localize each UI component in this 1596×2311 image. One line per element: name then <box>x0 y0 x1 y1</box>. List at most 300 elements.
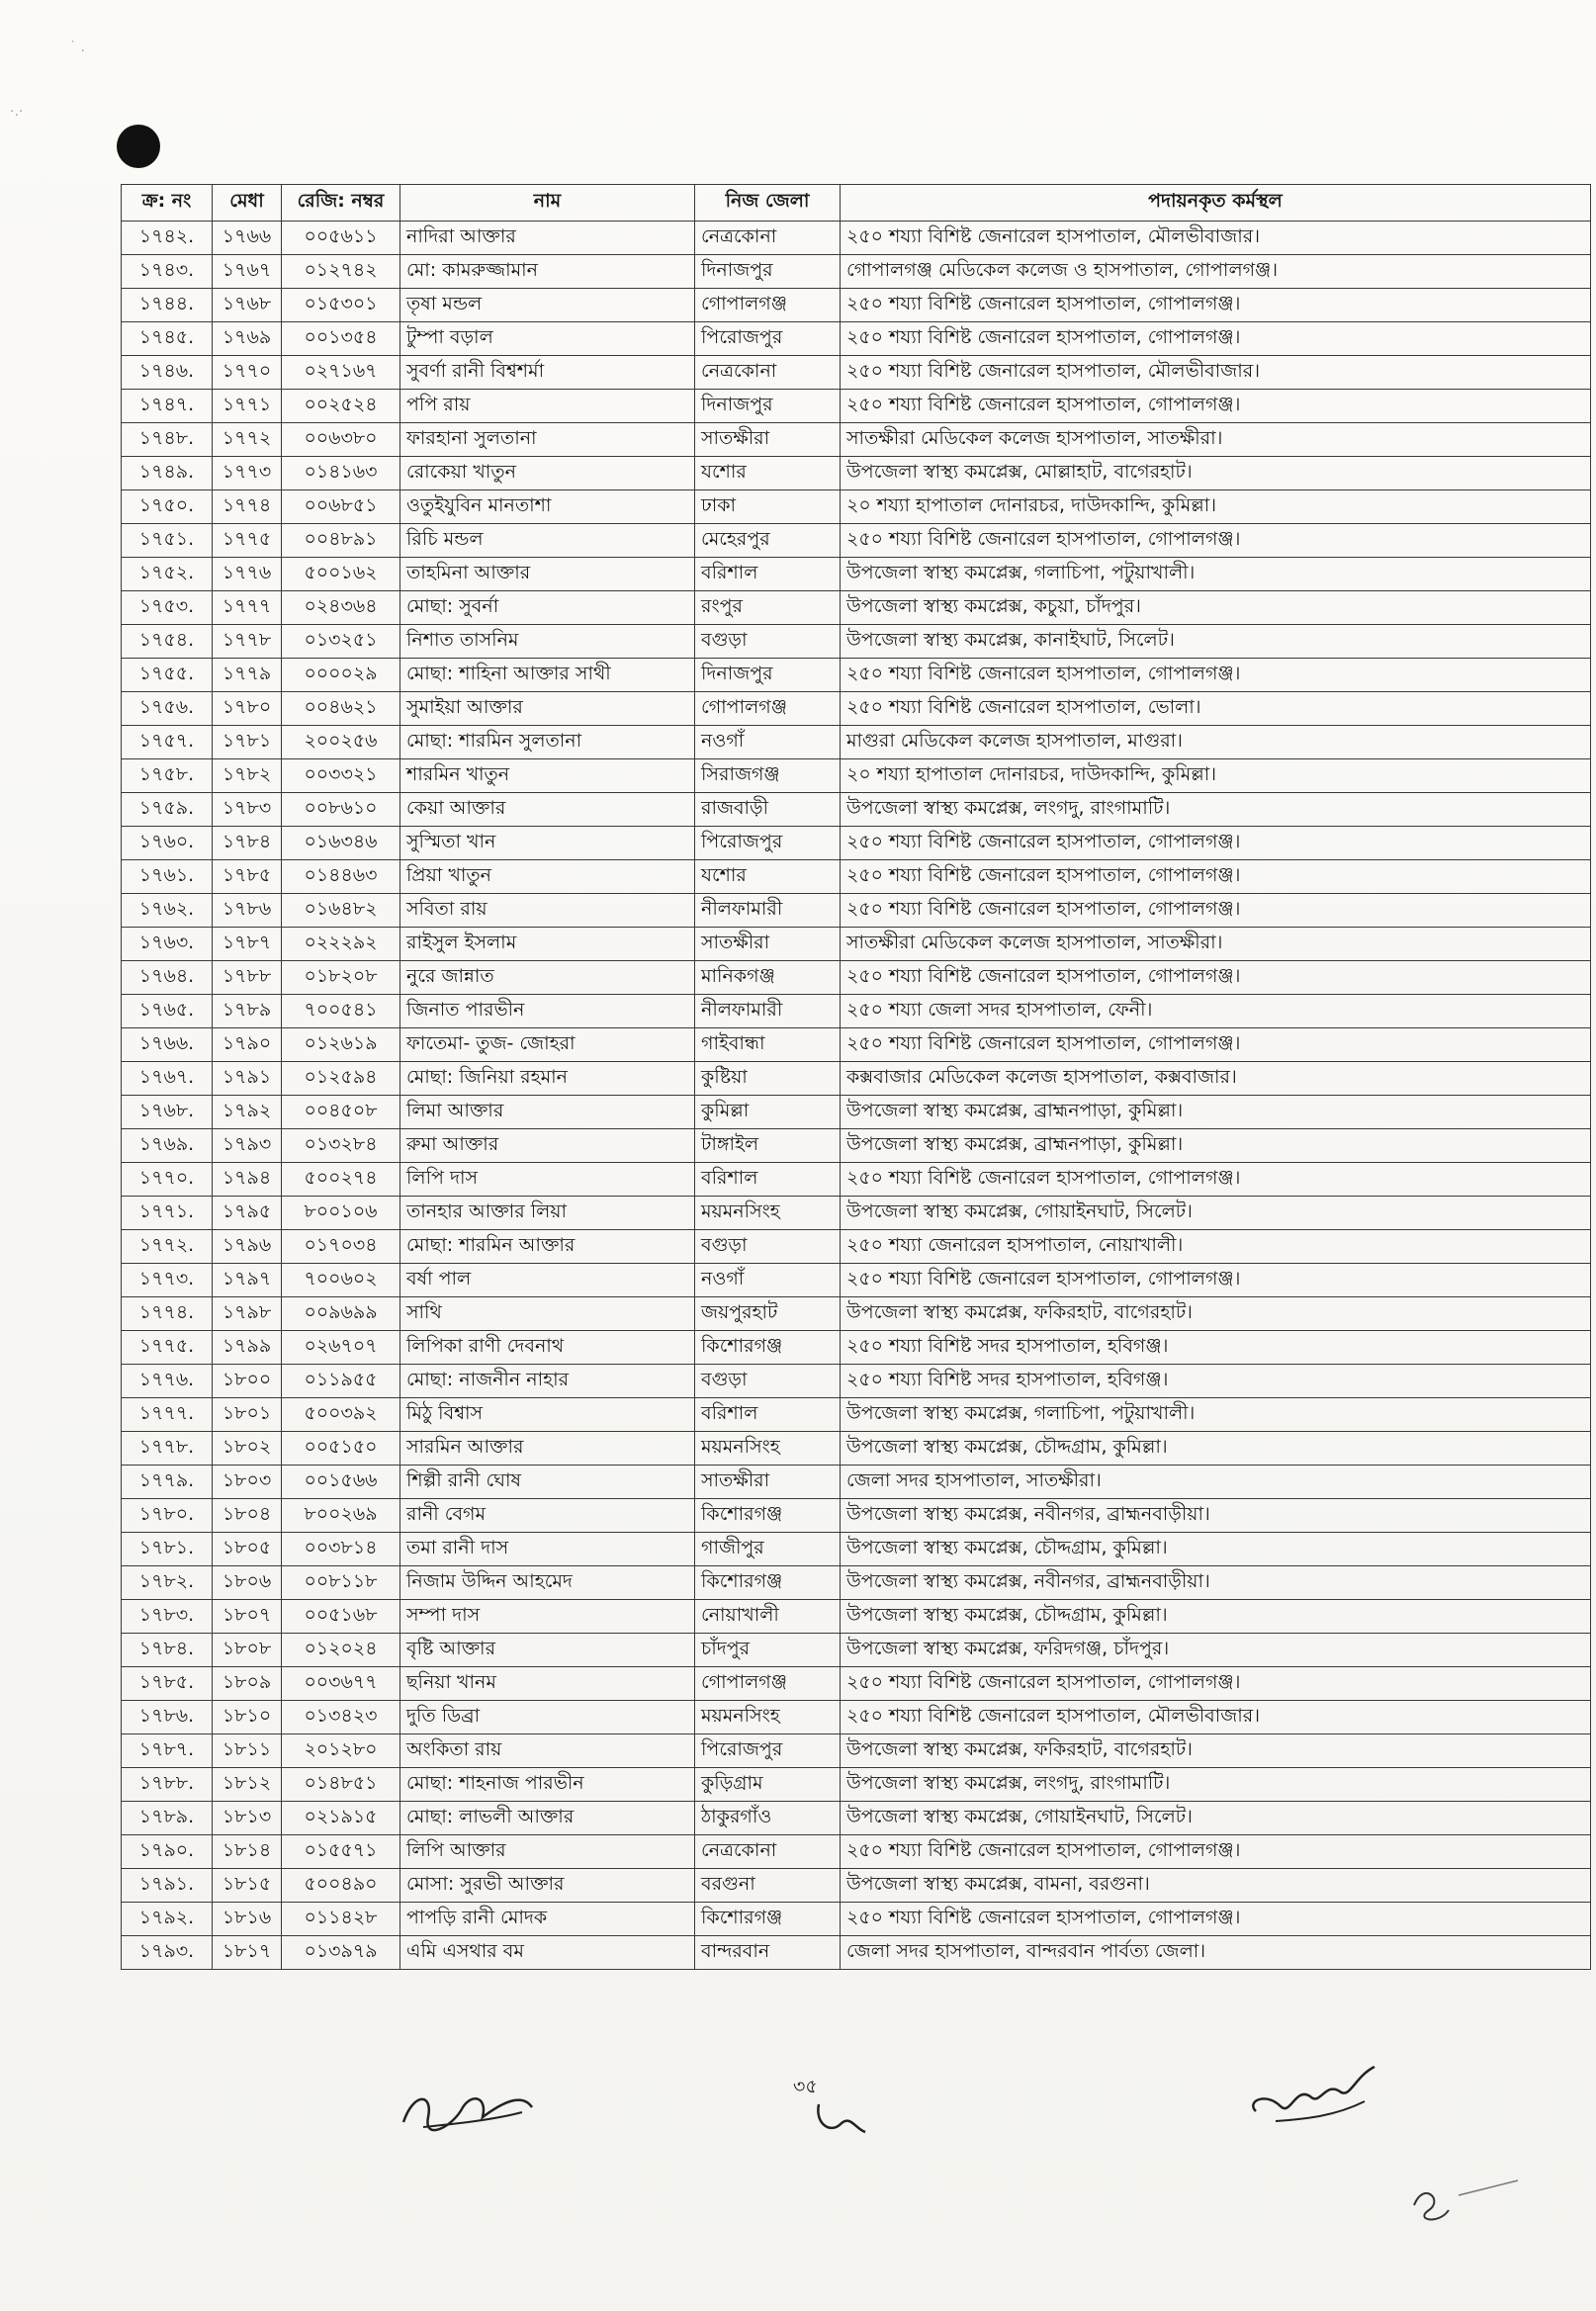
signature-left <box>394 2083 542 2142</box>
table-row <box>122 793 1591 827</box>
posting-cell: ২৫০ শয্যা বিশিষ্ট জেনারেল হাসপাতাল, গোপালগঞ্জ। <box>841 860 1591 894</box>
name-cell: দুতি ডিব্রা <box>400 1701 695 1734</box>
table-row <box>122 255 1591 289</box>
name-cell: শিল্পী রানী ঘোষ <box>400 1466 695 1499</box>
merit-cell: ১৭৮০ <box>213 692 282 726</box>
registration-cell: ৫০০১৬২ <box>282 558 400 591</box>
name-cell: সম্পা দাস <box>400 1600 695 1634</box>
registration-cell: ০১১৯৫৫ <box>282 1365 400 1398</box>
district-cell: বান্দরবান <box>695 1936 841 1970</box>
table-row <box>122 1802 1591 1835</box>
serial-cell: ১৭৪৩. <box>122 255 213 289</box>
serial-cell: ১৭৮০. <box>122 1499 213 1533</box>
name-cell: সুমাইয়া আক্তার <box>400 692 695 726</box>
district-cell: ঠাকুরগাঁও <box>695 1802 841 1835</box>
serial-cell: ১৭৭০. <box>122 1163 213 1197</box>
serial-cell: ১৭৫৩. <box>122 591 213 625</box>
merit-cell: ১৭৯৮ <box>213 1297 282 1331</box>
posting-cell: ২৫০ শয্যা বিশিষ্ট জেনারেল হাসপাতাল, গোপালগঞ্জ। <box>841 827 1591 860</box>
posting-cell: ২৫০ শয্যা বিশিষ্ট জেনারেল হাসপাতাল, গোপালগঞ্জ। <box>841 1835 1591 1869</box>
name-cell: অংকিতা রায় <box>400 1734 695 1768</box>
table-row <box>122 1062 1591 1096</box>
merit-cell: ১৮১৬ <box>213 1903 282 1936</box>
table-row <box>122 1734 1591 1768</box>
posting-cell: উপজেলা স্বাস্থ্য কমপ্লেক্স, ব্রাহ্মনপাড়া, কুমিল্লা। <box>841 1129 1591 1163</box>
table-row <box>122 1230 1591 1264</box>
name-cell: লিপি আক্তার <box>400 1835 695 1869</box>
merit-cell: ১৮০৯ <box>213 1667 282 1701</box>
merit-cell: ১৭৭৫ <box>213 524 282 558</box>
district-cell: জয়পুরহাট <box>695 1297 841 1331</box>
serial-cell: ১৭৪৭. <box>122 390 213 423</box>
district-cell: গোপালগঞ্জ <box>695 289 841 322</box>
registration-cell: ০০৬৩৮০ <box>282 423 400 457</box>
posting-cell: ২৫০ শয্যা বিশিষ্ট সদর হাসপাতাল, হবিগঞ্জ। <box>841 1365 1591 1398</box>
registration-cell: ০১২৭৪২ <box>282 255 400 289</box>
serial-cell: ১৭৭৩. <box>122 1264 213 1297</box>
merit-cell: ১৭৭৩ <box>213 457 282 490</box>
district-cell: দিনাজপুর <box>695 255 841 289</box>
name-cell: রাইসুল ইসলাম <box>400 928 695 961</box>
name-cell: মোছা: শাহনাজ পারভীন <box>400 1768 695 1802</box>
serial-cell: ১৭৬১. <box>122 860 213 894</box>
merit-cell: ১৭৭৪ <box>213 490 282 524</box>
header-registration: রেজি: নম্বর <box>282 185 400 222</box>
name-cell: রুমা আক্তার <box>400 1129 695 1163</box>
posting-cell: উপজেলা স্বাস্থ্য কমপ্লেক্স, ব্রাহ্মনপাড়া, কুমিল্লা। <box>841 1096 1591 1129</box>
posting-cell: ২৫০ শয্যা বিশিষ্ট জেনারেল হাসপাতাল, গোপালগঞ্জ। <box>841 894 1591 928</box>
merit-cell: ১৭৭৬ <box>213 558 282 591</box>
district-cell: বগুড়া <box>695 1230 841 1264</box>
district-cell: টাঙ্গাইল <box>695 1129 841 1163</box>
serial-cell: ১৭৫৭. <box>122 726 213 759</box>
registration-cell: ৭০০৬০২ <box>282 1264 400 1297</box>
name-cell: তৃষা মন্ডল <box>400 289 695 322</box>
table-row <box>122 524 1591 558</box>
name-cell: শারমিন খাতুন <box>400 759 695 793</box>
merit-cell: ১৮১১ <box>213 1734 282 1768</box>
name-cell: জিনাত পারভীন <box>400 995 695 1028</box>
table-row <box>122 222 1591 255</box>
registration-cell: ২০১২৮০ <box>282 1734 400 1768</box>
handwritten-mark <box>1404 2171 1523 2225</box>
posting-table <box>121 184 1591 1970</box>
table-row <box>122 1499 1591 1533</box>
district-cell: মেহেরপুর <box>695 524 841 558</box>
merit-cell: ১৭৯৯ <box>213 1331 282 1365</box>
table-row <box>122 1768 1591 1802</box>
table-row <box>122 1566 1591 1600</box>
registration-cell: ০০৩৬৭৭ <box>282 1667 400 1701</box>
serial-cell: ১৭৫১. <box>122 524 213 558</box>
district-cell: নেত্রকোনা <box>695 356 841 390</box>
merit-cell: ১৮০৫ <box>213 1533 282 1566</box>
registration-cell: ০০৩৮১৪ <box>282 1533 400 1566</box>
posting-cell: ২৫০ শয্যা বিশিষ্ট জেনারেল হাসপাতাল, মৌলভীবাজার। <box>841 1701 1591 1734</box>
posting-cell: ২৫০ শয্যা বিশিষ্ট জেনারেল হাসপাতাল, গোপালগঞ্জ। <box>841 659 1591 692</box>
name-cell: সাথি <box>400 1297 695 1331</box>
name-cell: নিজাম উদ্দিন আহমেদ <box>400 1566 695 1600</box>
table-row <box>122 759 1591 793</box>
registration-cell: ০১৪১৬৩ <box>282 457 400 490</box>
district-cell: বরগুনা <box>695 1869 841 1903</box>
district-cell: যশোর <box>695 860 841 894</box>
serial-cell: ১৭৬০. <box>122 827 213 860</box>
registration-cell: ০০৪৬২১ <box>282 692 400 726</box>
table-row <box>122 1667 1591 1701</box>
registration-cell: ৫০০৩৯২ <box>282 1398 400 1432</box>
serial-cell: ১৭৬৪. <box>122 961 213 995</box>
district-cell: দিনাজপুর <box>695 390 841 423</box>
name-cell: এমি এসথার বম <box>400 1936 695 1970</box>
name-cell: প্রিয়া খাতুন <box>400 860 695 894</box>
merit-cell: ১৮১০ <box>213 1701 282 1734</box>
table-row <box>122 1264 1591 1297</box>
name-cell: লিপি দাস <box>400 1163 695 1197</box>
posting-cell: উপজেলা স্বাস্থ্য কমপ্লেক্স, মোল্লাহাট, বাগেরহাট। <box>841 457 1591 490</box>
posting-cell: ২৫০ শয্যা বিশিষ্ট জেনারেল হাসপাতাল, ভোলা। <box>841 692 1591 726</box>
posting-cell: ২৫০ শয্যা বিশিষ্ট জেনারেল হাসপাতাল, গোপালগঞ্জ। <box>841 1264 1591 1297</box>
posting-cell: ২৫০ শয্যা বিশিষ্ট জেনারেল হাসপাতাল, গোপালগঞ্জ। <box>841 322 1591 356</box>
serial-cell: ১৭৭১. <box>122 1197 213 1230</box>
registration-cell: ০২১৯১৫ <box>282 1802 400 1835</box>
posting-cell: ২৫০ শয্যা জেনারেল হাসপাতাল, নোয়াখালী। <box>841 1230 1591 1264</box>
posting-cell: উপজেলা স্বাস্থ্য কমপ্লেক্স, গলাচিপা, পটুয়াখালী। <box>841 1398 1591 1432</box>
registration-cell: ০১৫৫৭১ <box>282 1835 400 1869</box>
serial-cell: ১৭৯০. <box>122 1835 213 1869</box>
merit-cell: ১৭৬৭ <box>213 255 282 289</box>
scan-speck: ˙ . <box>69 40 85 55</box>
name-cell: সারমিন আক্তার <box>400 1432 695 1466</box>
merit-cell: ১৮১৩ <box>213 1802 282 1835</box>
registration-cell: ০১৩২৮৪ <box>282 1129 400 1163</box>
district-cell: কিশোরগঞ্জ <box>695 1566 841 1600</box>
table-row <box>122 692 1591 726</box>
merit-cell: ১৭৮৫ <box>213 860 282 894</box>
serial-cell: ১৭৭৬. <box>122 1365 213 1398</box>
merit-cell: ১৭৮১ <box>213 726 282 759</box>
merit-cell: ১৮০১ <box>213 1398 282 1432</box>
header-name: নাম <box>400 185 695 222</box>
posting-cell: উপজেলা স্বাস্থ্য কমপ্লেক্স, চৌদ্দগ্রাম, কুমিল্লা। <box>841 1432 1591 1466</box>
name-cell: বৃষ্টি আক্তার <box>400 1634 695 1667</box>
merit-cell: ১৭৭২ <box>213 423 282 457</box>
header-posting-place: পদায়নকৃত কর্মস্থল <box>841 185 1591 222</box>
posting-cell: মাগুরা মেডিকেল কলেজ হাসপাতাল, মাগুরা। <box>841 726 1591 759</box>
serial-cell: ১৭৮৯. <box>122 1802 213 1835</box>
serial-cell: ১৭৫২. <box>122 558 213 591</box>
header-home-district: নিজ জেলা <box>695 185 841 222</box>
registration-cell: ০০৪৮৯১ <box>282 524 400 558</box>
district-cell: কুড়িগ্রাম <box>695 1768 841 1802</box>
posting-cell: ২৫০ শয্যা বিশিষ্ট জেনারেল হাসপাতাল, গোপালগঞ্জ। <box>841 1903 1591 1936</box>
name-cell: কেয়া আক্তার <box>400 793 695 827</box>
table-row <box>122 1432 1591 1466</box>
district-cell: কিশোরগঞ্জ <box>695 1499 841 1533</box>
posting-cell: ২৫০ শয্যা জেলা সদর হাসপাতাল, ফেনী। <box>841 995 1591 1028</box>
merit-cell: ১৭৮৪ <box>213 827 282 860</box>
table-row <box>122 356 1591 390</box>
table-row <box>122 1197 1591 1230</box>
name-cell: মিঠু বিশ্বাস <box>400 1398 695 1432</box>
district-cell: কিশোরগঞ্জ <box>695 1903 841 1936</box>
merit-cell: ১৮১২ <box>213 1768 282 1802</box>
posting-cell: ২৫০ শয্যা বিশিষ্ট জেনারেল হাসপাতাল, গোপালগঞ্জ। <box>841 1028 1591 1062</box>
name-cell: তমা রানী দাস <box>400 1533 695 1566</box>
district-cell: ময়মনসিংহ <box>695 1197 841 1230</box>
merit-cell: ১৭৭৭ <box>213 591 282 625</box>
table-row <box>122 289 1591 322</box>
serial-cell: ১৭৬৭. <box>122 1062 213 1096</box>
registration-cell: ৭০০৫৪১ <box>282 995 400 1028</box>
registration-cell: ৫০০৪৯০ <box>282 1869 400 1903</box>
serial-cell: ১৭৭৯. <box>122 1466 213 1499</box>
posting-cell: জেলা সদর হাসপাতাল, বান্দরবান পার্বত্য জেলা। <box>841 1936 1591 1970</box>
serial-cell: ১৭৪৫. <box>122 322 213 356</box>
posting-cell: ২০ শয্যা হাপাতাল দোনারচর, দাউদকান্দি, কুমিল্লা। <box>841 490 1591 524</box>
table-row <box>122 322 1591 356</box>
name-cell: লিমা আক্তার <box>400 1096 695 1129</box>
table-row <box>122 1297 1591 1331</box>
posting-cell: উপজেলা স্বাস্থ্য কমপ্লেক্স, লংগদু, রাংগামাটি। <box>841 1768 1591 1802</box>
table-row <box>122 1533 1591 1566</box>
name-cell: বর্ষা পাল <box>400 1264 695 1297</box>
name-cell: মোসা: সুরভী আক্তার <box>400 1869 695 1903</box>
merit-cell: ১৭৯২ <box>213 1096 282 1129</box>
table-row <box>122 1701 1591 1734</box>
district-cell: গোপালগঞ্জ <box>695 1667 841 1701</box>
name-cell: মোছা: সুবর্না <box>400 591 695 625</box>
table-row <box>122 1398 1591 1432</box>
serial-cell: ১৭৮১. <box>122 1533 213 1566</box>
registration-cell: ০০৫৬১১ <box>282 222 400 255</box>
serial-cell: ১৭৭৪. <box>122 1297 213 1331</box>
serial-cell: ১৭৮৩. <box>122 1600 213 1634</box>
registration-cell: ০০৫১৬৮ <box>282 1600 400 1634</box>
table-row <box>122 1028 1591 1062</box>
posting-cell: কক্সবাজার মেডিকেল কলেজ হাসপাতাল, কক্সবাজার। <box>841 1062 1591 1096</box>
table-row <box>122 1096 1591 1129</box>
district-cell: ঢাকা <box>695 490 841 524</box>
name-cell: টুম্পা বড়াল <box>400 322 695 356</box>
district-cell: পিরোজপুর <box>695 322 841 356</box>
registration-cell: ০২২২৯২ <box>282 928 400 961</box>
posting-cell: উপজেলা স্বাস্থ্য কমপ্লেক্স, ফকিরহাট, বাগেরহাট। <box>841 1734 1591 1768</box>
registration-cell: ০১৩২৫১ <box>282 625 400 659</box>
table-row <box>122 1600 1591 1634</box>
district-cell: সাতক্ষীরা <box>695 1466 841 1499</box>
district-cell: নেত্রকোনা <box>695 222 841 255</box>
name-cell: সবিতা রায় <box>400 894 695 928</box>
table-row <box>122 659 1591 692</box>
posting-cell: ২৫০ শয্যা বিশিষ্ট জেনারেল হাসপাতাল, গোপালগঞ্জ। <box>841 390 1591 423</box>
table-row <box>122 1869 1591 1903</box>
registration-cell: ০০১৫৬৬ <box>282 1466 400 1499</box>
district-cell: কিশোরগঞ্জ <box>695 1331 841 1365</box>
table-row <box>122 558 1591 591</box>
registration-cell: ০০৬৮৫১ <box>282 490 400 524</box>
district-cell: নেত্রকোনা <box>695 1835 841 1869</box>
merit-cell: ১৭৮৯ <box>213 995 282 1028</box>
serial-cell: ১৭৬৩. <box>122 928 213 961</box>
merit-cell: ১৭৯৩ <box>213 1129 282 1163</box>
serial-cell: ১৭৮৫. <box>122 1667 213 1701</box>
merit-cell: ১৮১৪ <box>213 1835 282 1869</box>
name-cell: মোছা: জিনিয়া রহমান <box>400 1062 695 1096</box>
posting-cell: উপজেলা স্বাস্থ্য কমপ্লেক্স, লংগদু, রাংগামাটি। <box>841 793 1591 827</box>
posting-cell: গোপালগঞ্জ মেডিকেল কলেজ ও হাসপাতাল, গোপালগঞ্জ। <box>841 255 1591 289</box>
serial-cell: ১৭৪৮. <box>122 423 213 457</box>
registration-cell: ০০৮১১৮ <box>282 1566 400 1600</box>
registration-cell: ০১৬৪৮২ <box>282 894 400 928</box>
district-cell: মানিকগঞ্জ <box>695 961 841 995</box>
posting-cell: উপজেলা স্বাস্থ্য কমপ্লেক্স, নবীনগর, ব্রাহ্মনবাড়ীয়া। <box>841 1566 1591 1600</box>
table-row <box>122 894 1591 928</box>
serial-cell: ১৭৪৪. <box>122 289 213 322</box>
name-cell: মোছা: নাজনীন নাহার <box>400 1365 695 1398</box>
serial-cell: ১৭৬৯. <box>122 1129 213 1163</box>
table-row <box>122 1936 1591 1970</box>
posting-cell: উপজেলা স্বাস্থ্য কমপ্লেক্স, ফরিদগঞ্জ, চাঁদপুর। <box>841 1634 1591 1667</box>
name-cell: ফাতেমা- তুজ- জোহরা <box>400 1028 695 1062</box>
name-cell: নাদিরা আক্তার <box>400 222 695 255</box>
merit-cell: ১৭৮৬ <box>213 894 282 928</box>
serial-cell: ১৭৭৭. <box>122 1398 213 1432</box>
table-row <box>122 1129 1591 1163</box>
serial-cell: ১৭৪৬. <box>122 356 213 390</box>
district-cell: সিরাজগঞ্জ <box>695 759 841 793</box>
registration-cell: ৮০০২৬৯ <box>282 1499 400 1533</box>
table-row <box>122 1466 1591 1499</box>
serial-cell: ১৭৪২. <box>122 222 213 255</box>
posting-cell: সাতক্ষীরা মেডিকেল কলেজ হাসপাতাল, সাতক্ষীরা। <box>841 928 1591 961</box>
registration-cell: ০০৯৬৯৯ <box>282 1297 400 1331</box>
name-cell: লিপিকা রাণী দেবনাথ <box>400 1331 695 1365</box>
district-cell: ময়মনসিংহ <box>695 1701 841 1734</box>
registration-cell: ০১২৫৯৪ <box>282 1062 400 1096</box>
table-row <box>122 490 1591 524</box>
district-cell: বরিশাল <box>695 558 841 591</box>
posting-cell: ২৫০ শয্যা বিশিষ্ট জেনারেল হাসপাতাল, গোপালগঞ্জ। <box>841 289 1591 322</box>
district-cell: বগুড়া <box>695 1365 841 1398</box>
merit-cell: ১৮০০ <box>213 1365 282 1398</box>
serial-cell: ১৭৮৬. <box>122 1701 213 1734</box>
posting-cell: উপজেলা স্বাস্থ্য কমপ্লেক্স, বামনা, বরগুনা। <box>841 1869 1591 1903</box>
name-cell: রিচি মন্ডল <box>400 524 695 558</box>
registration-cell: ০০৪৫০৮ <box>282 1096 400 1129</box>
district-cell: নওগাঁ <box>695 1264 841 1297</box>
name-cell: মোছা: শাহিনা আক্তার সাথী <box>400 659 695 692</box>
merit-cell: ১৭৬৯ <box>213 322 282 356</box>
name-cell: মোছা: শারমিন আক্তার <box>400 1230 695 1264</box>
posting-cell: ২৫০ শয্যা বিশিষ্ট জেনারেল হাসপাতাল, গোপালগঞ্জ। <box>841 1667 1591 1701</box>
merit-cell: ১৭৮৩ <box>213 793 282 827</box>
registration-cell: ০২৭১৬৭ <box>282 356 400 390</box>
table-row <box>122 1903 1591 1936</box>
merit-cell: ১৮০৭ <box>213 1600 282 1634</box>
table-row <box>122 928 1591 961</box>
district-cell: বগুড়া <box>695 625 841 659</box>
table-row <box>122 591 1591 625</box>
registration-cell: ২০০২৫৬ <box>282 726 400 759</box>
punch-hole <box>117 125 160 168</box>
posting-cell: উপজেলা স্বাস্থ্য কমপ্লেক্স, চৌদ্দগ্রাম, কুমিল্লা। <box>841 1533 1591 1566</box>
merit-cell: ১৮০৬ <box>213 1566 282 1600</box>
posting-cell: ২৫০ শয্যা বিশিষ্ট জেনারেল হাসপাতাল, গোপালগঞ্জ। <box>841 524 1591 558</box>
registration-cell: ০১২৬১৯ <box>282 1028 400 1062</box>
scan-speck: ·.· <box>10 104 24 120</box>
merit-cell: ১৭৯৭ <box>213 1264 282 1297</box>
district-cell: গাজীপুর <box>695 1533 841 1566</box>
posting-cell: উপজেলা স্বাস্থ্য কমপ্লেক্স, গলাচিপা, পটুয়াখালী। <box>841 558 1591 591</box>
district-cell: নোয়াখালী <box>695 1600 841 1634</box>
merit-cell: ১৭৯১ <box>213 1062 282 1096</box>
table-row <box>122 860 1591 894</box>
name-cell: ফারহানা সুলতানা <box>400 423 695 457</box>
posting-cell: উপজেলা স্বাস্থ্য কমপ্লেক্স, কানাইঘাট, সিলেট। <box>841 625 1591 659</box>
serial-cell: ১৭৭২. <box>122 1230 213 1264</box>
merit-cell: ১৮০৪ <box>213 1499 282 1533</box>
district-cell: দিনাজপুর <box>695 659 841 692</box>
posting-cell: উপজেলা স্বাস্থ্য কমপ্লেক্স, গোয়াইনঘাট, সিলেট। <box>841 1197 1591 1230</box>
table-header-row <box>122 185 1591 222</box>
merit-cell: ১৮১৫ <box>213 1869 282 1903</box>
district-cell: গাইবান্ধা <box>695 1028 841 1062</box>
header-merit: মেধা <box>213 185 282 222</box>
district-cell: পিরোজপুর <box>695 827 841 860</box>
merit-cell: ১৭৭৯ <box>213 659 282 692</box>
posting-cell: ২৫০ শয্যা বিশিষ্ট জেনারেল হাসপাতাল, গোপালগঞ্জ। <box>841 961 1591 995</box>
table-row <box>122 726 1591 759</box>
serial-cell: ১৭৯১. <box>122 1869 213 1903</box>
merit-cell: ১৭৮৭ <box>213 928 282 961</box>
district-cell: পিরোজপুর <box>695 1734 841 1768</box>
district-cell: গোপালগঞ্জ <box>695 692 841 726</box>
serial-cell: ১৭৮৮. <box>122 1768 213 1802</box>
posting-cell: ২৫০ শয্যা বিশিষ্ট জেনারেল হাসপাতাল, মৌলভীবাজার। <box>841 356 1591 390</box>
merit-cell: ১৮১৭ <box>213 1936 282 1970</box>
registration-cell: ০১৮২০৮ <box>282 961 400 995</box>
merit-cell: ১৭৯০ <box>213 1028 282 1062</box>
name-cell: নিশাত তাসনিম <box>400 625 695 659</box>
name-cell: ছনিয়া খানম <box>400 1667 695 1701</box>
registration-cell: ০১১৪২৮ <box>282 1903 400 1936</box>
posting-cell: উপজেলা স্বাস্থ্য কমপ্লেক্স, গোয়াইনঘাট, সিলেট। <box>841 1802 1591 1835</box>
table-row <box>122 1835 1591 1869</box>
merit-cell: ১৮০২ <box>213 1432 282 1466</box>
serial-cell: ১৭৬৬. <box>122 1028 213 1062</box>
table-row <box>122 457 1591 490</box>
table-row <box>122 423 1591 457</box>
posting-cell: উপজেলা স্বাস্থ্য কমপ্লেক্স, ফকিরহাট, বাগেরহাট। <box>841 1297 1591 1331</box>
serial-cell: ১৭৮৭. <box>122 1734 213 1768</box>
table-row <box>122 1365 1591 1398</box>
posting-cell: ২৫০ শয্যা বিশিষ্ট জেনারেল হাসপাতাল, মৌলভীবাজার। <box>841 222 1591 255</box>
name-cell: সুবর্ণা রানী বিশ্বশর্মা <box>400 356 695 390</box>
table-row <box>122 961 1591 995</box>
posting-cell: ২৫০ শয্যা বিশিষ্ট সদর হাসপাতাল, হবিগঞ্জ। <box>841 1331 1591 1365</box>
serial-cell: ১৭৫৮. <box>122 759 213 793</box>
district-cell: নীলফামারী <box>695 995 841 1028</box>
district-cell: সাতক্ষীরা <box>695 928 841 961</box>
merit-cell: ১৭৯৪ <box>213 1163 282 1197</box>
registration-cell: ০২৬৭০৭ <box>282 1331 400 1365</box>
posting-cell: সাতক্ষীরা মেডিকেল কলেজ হাসপাতাল, সাতক্ষীরা। <box>841 423 1591 457</box>
district-cell: সাতক্ষীরা <box>695 423 841 457</box>
registration-cell: ০১৪৮৫১ <box>282 1768 400 1802</box>
name-cell: মো: কামরুজ্জামান <box>400 255 695 289</box>
table-row <box>122 1163 1591 1197</box>
